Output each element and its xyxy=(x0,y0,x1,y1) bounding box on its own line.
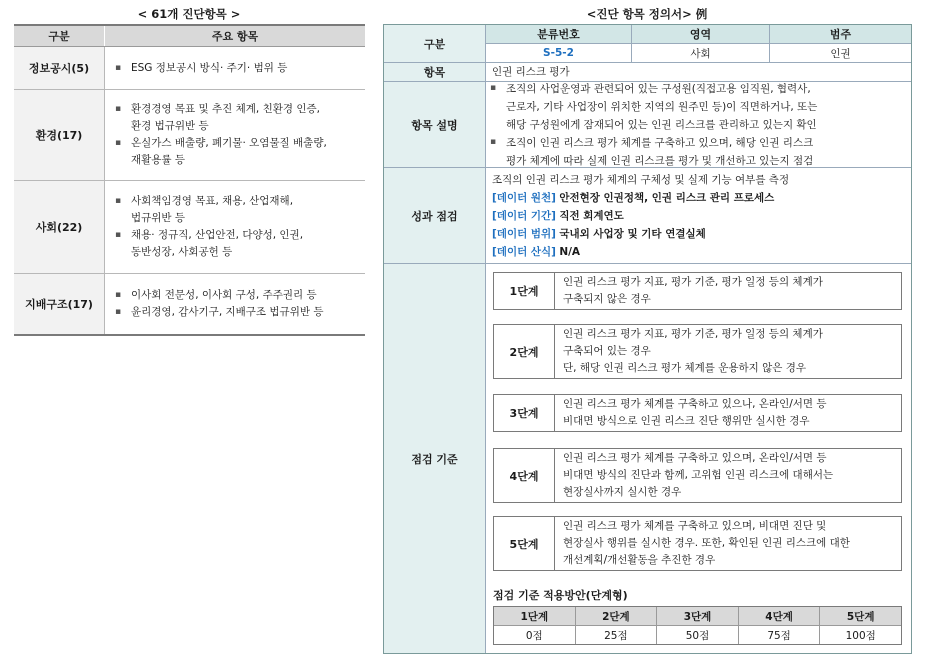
row-category: 사회(22) xyxy=(14,181,105,273)
list-item: ▪ 사회책임경영 목표, 채용, 산업재해, 법규위반 등 xyxy=(115,195,294,224)
criteria-step: 1단계 인권 리스크 평가 지표, 평가 기준, 평가 일정 등의 체계가 구축되지 않은 경우 xyxy=(493,272,902,310)
data-source: [데이터 원천] 안전현장 인권정책, 인권 리스크 관리 프로세스 xyxy=(492,191,775,204)
classification-header-code: 분류번호 xyxy=(486,25,632,44)
diagnosis-items-table xyxy=(14,24,365,336)
step-label: 2단계 xyxy=(494,325,555,378)
classification-header-category: 범주 xyxy=(770,25,911,44)
classification-area: 사회 xyxy=(632,44,770,63)
criteria-body xyxy=(486,264,911,653)
description-body xyxy=(486,82,911,168)
item-value: 인권 리스크 평가 xyxy=(486,63,911,82)
classification-header-area: 영역 xyxy=(632,25,770,44)
list-item: ▪ 조직이 인권 리스크 평가 체계를 구축하고 있으며, 해당 인권 리스크 평가 체계에 따라 실제 인권 리스크를 평가 및 개선하고 있는지 점검 xyxy=(490,136,814,167)
criteria-step: 4단계 인권 리스크 평가 체계를 구축하고 있으며, 온라인/서면 등 비대면 방식의 진단과 함께, 고위험 인권 리스크에 대해서는 현장실사까지 실시한 경우 xyxy=(493,448,902,503)
score-value-row: 0점 25점 50점 75점 100점 xyxy=(494,626,901,644)
criteria-step: 2단계 인권 리스크 평가 지표, 평가 기준, 평가 일정 등의 체계가 구축되어 있는 경우 단, 해당 인권 리스크 평가 체계를 운용하지 않은 경우 xyxy=(493,324,902,379)
list-item: ▪ 조직의 사업운영과 관련되어 있는 구성원(직접고용 임직원, 협력사, 근로자, 기타 사업장이 위치한 지역의 원주민 등)이 직면하거나, 또는 해당 구성원에게 잠재되어 있는 인권 리스크를 관리하고 있는지 확인 xyxy=(490,82,818,131)
classification-code: S-5-2 xyxy=(486,44,632,63)
list-item: ▪ 윤리경영, 감사기구, 지배구조 법규위반 등 xyxy=(115,306,324,318)
list-item: ▪ 이사회 전문성, 이사회 구성, 주주권리 등 xyxy=(115,289,317,301)
data-scope: [데이터 범위] 국내외 사업장 및 기타 연결실체 xyxy=(492,227,706,240)
step-label: 1단계 xyxy=(494,273,555,309)
performance-body xyxy=(486,168,911,264)
right-table-title: <진단 항목 정의서> 例 xyxy=(586,7,708,21)
header-category: 구분 xyxy=(14,26,105,46)
criteria-step: 3단계 인권 리스크 평가 체계를 구축하고 있으나, 온라인/서면 등 비대면 방식으로 인권 리스크 진단 행위만 실시한 경우 xyxy=(493,394,902,432)
header-items: 주요 항목 xyxy=(211,30,259,43)
list-item: ▪ 온실가스 배출량, 폐기물· 오염물질 배출량, 재활용률 등 xyxy=(115,137,327,166)
table-row xyxy=(14,181,365,274)
performance-label: 성과 점검 xyxy=(384,168,486,264)
item-definition-table xyxy=(383,24,912,654)
row-category: 환경(17) xyxy=(14,90,105,180)
list-item: ▪ 채용· 정규직, 산업안전, 다양성, 인권, 동반성장, 사회공헌 등 xyxy=(115,229,304,258)
step-label: 3단계 xyxy=(494,395,555,431)
criteria-step: 5단계 인권 리스크 평가 체계를 구축하고 있으며, 비대면 진단 및 현장실사 행위를 실시한 경우. 또한, 확인된 인권 리스크에 대한 개선계획/개선활동을 추진한 경우 xyxy=(493,516,902,571)
table-row xyxy=(14,47,365,90)
classification-category: 인권 xyxy=(770,44,911,63)
table-header xyxy=(14,26,365,47)
score-table xyxy=(493,606,902,645)
step-label: 5단계 xyxy=(494,517,555,570)
table-row xyxy=(14,90,365,181)
table-row xyxy=(14,274,365,334)
performance-summary: 조직의 인권 리스크 평가 체계의 구체성 및 실제 기능 여부를 측정 xyxy=(492,173,790,186)
classification-label: 구분 xyxy=(384,25,486,63)
description-label: 항목 설명 xyxy=(384,82,486,168)
row-category: 지배구조(17) xyxy=(14,274,105,334)
step-label: 4단계 xyxy=(494,449,555,502)
score-header-row: 1단계 2단계 3단계 4단계 5단계 xyxy=(494,607,901,626)
score-title: 점검 기준 적용방안(단계형) xyxy=(493,589,628,602)
list-item: ▪ ESG 정보공시 방식· 주기· 범위 등 xyxy=(115,61,288,74)
row-category: 정보공시(5) xyxy=(14,47,105,89)
criteria-label: 점검 기준 xyxy=(384,264,486,653)
data-period: [데이터 기간] 직전 회계연도 xyxy=(492,209,624,222)
left-table-title: < 61개 진단항목 > xyxy=(137,7,241,21)
item-label: 항목 xyxy=(384,63,486,82)
list-item: ▪ 환경경영 목표 및 추진 체계, 친환경 인증, 환경 법규위반 등 xyxy=(115,103,320,132)
data-formula: [데이터 산식] N/A xyxy=(492,245,581,258)
